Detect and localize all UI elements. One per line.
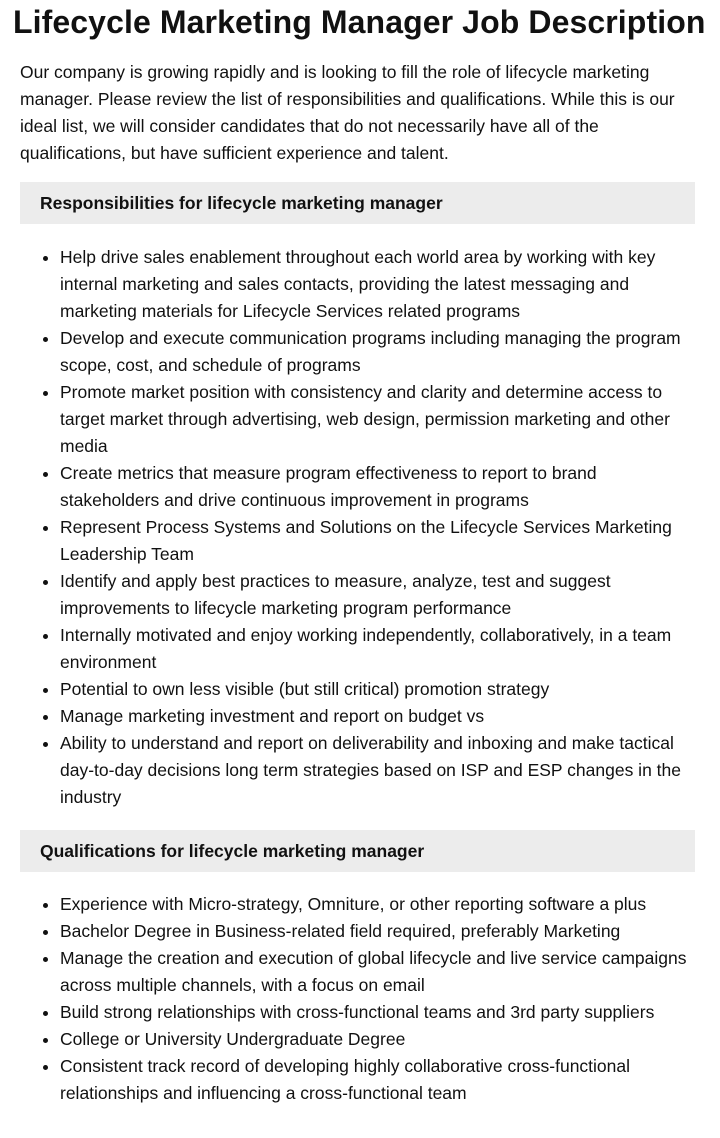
list-item: • Promote market position with consistency and clarity and determine access to target market through advertising, web design, permission marketing and other media <box>60 379 700 460</box>
list-item: • College or University Undergraduate Degree <box>60 1026 700 1053</box>
list-item: • Bachelor Degree in Business-related field required, preferably Marketing <box>60 918 700 945</box>
list-item: • Experience with Micro-strategy, Omniture, or other reporting software a plus <box>60 891 700 918</box>
list-item: • Help drive sales enablement throughout each world area by working with key internal marketing and sales contacts, providing the latest messaging and marketing materials for Lifecycle Services related programs <box>60 244 700 325</box>
list-item: • Build strong relationships with cross-functional teams and 3rd party suppliers <box>60 999 700 1026</box>
list-item: • Identify and apply best practices to measure, analyze, test and suggest improvements to lifecycle marketing program performance <box>60 568 700 622</box>
qualifications-list <box>20 891 700 1107</box>
list-item: • Manage marketing investment and report on budget vs <box>60 703 700 730</box>
list-item: • Potential to own less visible (but still critical) promotion strategy <box>60 676 700 703</box>
responsibilities-list <box>20 244 700 811</box>
qualifications-heading: Qualifications for lifecycle marketing manager <box>20 830 695 872</box>
list-item: • Consistent track record of developing highly collaborative cross-functional relationships and influencing a cross-functional team <box>60 1053 700 1107</box>
list-item: • Create metrics that measure program effectiveness to report to brand stakeholders and drive continuous improvement in programs <box>60 460 700 514</box>
intro-paragraph: Our company is growing rapidly and is looking to fill the role of lifecycle marketing manager. Please review the list of responsibilities and qualifications. While this is our ideal list, we will consider candidates that do not necessarily have all of the qualifications, but have sufficient experience and talent. <box>20 62 675 163</box>
list-item: • Represent Process Systems and Solutions on the Lifecycle Services Marketing Leadership Team <box>60 514 700 568</box>
list-item: • Ability to understand and report on deliverability and inboxing and make tactical day-to-day decisions long term strategies based on ISP and ESP changes in the industry <box>60 730 700 811</box>
page-title: Lifecycle Marketing Manager Job Description <box>13 4 706 40</box>
list-item: • Internally motivated and enjoy working independently, collaboratively, in a team environment <box>60 622 700 676</box>
responsibilities-heading: Responsibilities for lifecycle marketing manager <box>20 182 695 224</box>
list-item: • Develop and execute communication programs including managing the program scope, cost, and schedule of programs <box>60 325 700 379</box>
list-item: • Manage the creation and execution of global lifecycle and live service campaigns across multiple channels, with a focus on email <box>60 945 700 999</box>
